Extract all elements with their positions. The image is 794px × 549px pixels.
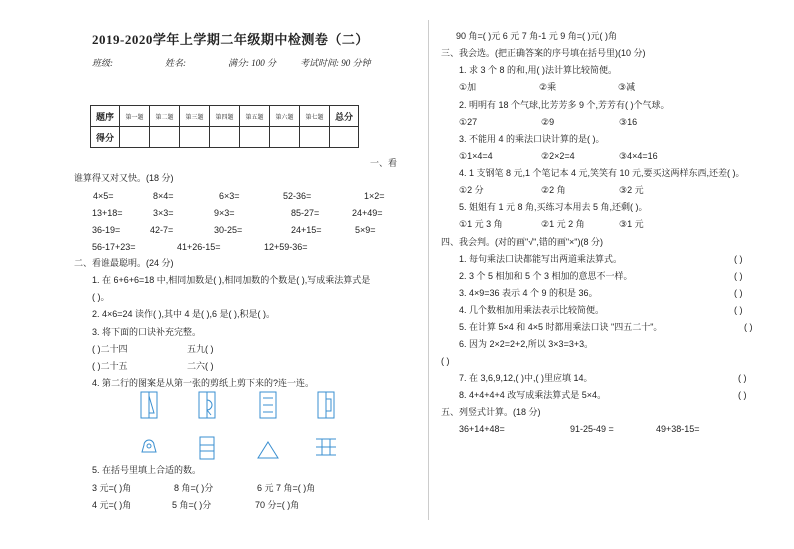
s2-q5-item: 70 分=( )角 [255,500,300,510]
papercut-piece-1-icon[interactable] [139,437,159,457]
class-label: 班级: [92,58,113,68]
s3-opt: ③减 [618,82,636,92]
score-table [90,105,359,148]
s4-item: 4. 几个数相加用乘法表示比较简便。 [459,305,605,315]
score-col-7: 第七题 [300,106,330,127]
s1-q: 24+15= [291,225,322,235]
s2-q5-item: 5 角=( )分 [172,500,212,510]
s2-q3: 3. 将下面的口诀补充完整。 [92,327,202,337]
s2-q5-item: 4 元=( )角 [92,500,132,510]
papercut-figure-2-icon[interactable] [198,391,216,419]
right-top-line: 90 角=( )元 6 元 7 角-1 元 9 角=( )元( )角 [456,31,618,41]
s1-q: 8×4= [153,191,174,201]
s2-q2: 2. 4×6=24 读作( ),其中 4 是( ),6 是( ),积是( )。 [92,309,276,319]
s1-q: 12+59-36= [264,242,308,252]
s1-q: 41+26-15= [177,242,221,252]
score-cell[interactable] [210,127,240,148]
s5-item: 36+14+48= [459,424,505,434]
papercut-figure-4-icon[interactable] [317,391,335,419]
s3-q4: 4. 1 支钢笔 8 元,1 个笔记本 4 元,笑笑有 10 元,要买这两样东西,还差( )。 [459,168,745,178]
s4-item: 2. 3 个 5 相加和 5 个 3 相加的意思不一样。 [459,271,633,281]
name-label: 姓名: [165,58,186,68]
s4-answer[interactable]: ( ) [734,271,743,281]
s3-q5: 5. 姐姐有 1 元 8 角,买练习本用去 5 角,还剩( )。 [459,202,648,212]
s4-item: 1. 每句乘法口诀都能写出两道乘法算式。 [459,254,623,264]
s1-q: 9×3= [214,208,235,218]
s3-q3: 3. 不能用 4 的乘法口诀计算的是( )。 [459,134,605,144]
s1-q: 4×5= [93,191,114,201]
section5-title: 五、列竖式计算。(18 分) [441,407,541,417]
page-title: 2019-2020学年上学期二年级期中检测卷（二） [92,32,369,47]
score-col-3: 第三题 [180,106,210,127]
score-cell[interactable] [240,127,270,148]
s4-item: 6. 因为 2×2=2+2,所以 3×3=3+3。 [459,339,594,349]
s3-opt: ①1×4=4 [459,151,493,161]
s4-answer[interactable]: ( ) [734,254,743,264]
papercut-piece-3-icon[interactable] [256,440,280,460]
s2-q5-item: 8 角=( )分 [174,483,214,493]
score-table-row1-head: 题序 [91,106,120,127]
score-col-6: 第六题 [270,106,300,127]
score-col-5: 第五题 [240,106,270,127]
s1-q: 13+18= [92,208,123,218]
papercut-figure-3-icon[interactable] [259,391,277,419]
s2-q1-line2: ( )。 [92,292,110,302]
s4-item: 3. 4×9=36 表示 4 个 9 的积是 36。 [459,288,598,298]
score-table-row2-head: 得分 [91,127,120,148]
s1-q: 6×3= [219,191,240,201]
s3-opt: ②9 [541,117,555,127]
papercut-figure-1-icon[interactable] [140,391,158,419]
s4-answer[interactable]: ( ) [738,390,747,400]
s3-opt: ②2×2=4 [541,151,575,161]
papercut-piece-2-icon[interactable] [199,436,215,460]
s5-item: 91-25-49 = [570,424,614,434]
score-col-4: 第四题 [210,106,240,127]
score-cell[interactable] [270,127,300,148]
s1-q: 1×2= [364,191,385,201]
s1-q: 24+49= [352,208,383,218]
s4-answer[interactable]: ( ) [734,288,743,298]
s3-opt: ③2 元 [619,185,644,195]
section3-title: 三、我会选。(把正确答案的序号填在括号里)(10 分) [441,48,646,58]
score-cell[interactable] [120,127,150,148]
s3-opt: ①2 分 [459,185,484,195]
s3-opt: ②乘 [539,82,557,92]
score-col-1: 第一题 [120,106,150,127]
s1-q: 42-7= [150,225,174,235]
score-col-2: 第二题 [150,106,180,127]
s1-q: 56-17+23= [92,242,136,252]
s4-answer[interactable]: ( ) [734,305,743,315]
score-table-header-row [91,106,359,127]
score-cell[interactable] [180,127,210,148]
score-cell[interactable] [330,127,359,148]
s1-q: 5×9= [355,225,376,235]
s1-q: 30-25= [214,225,243,235]
score-cell[interactable] [300,127,330,148]
s4-item: 7. 在 3,6,9,12,( )中,( )里应填 14。 [459,373,593,383]
s2-q4: 4. 第二行的图案是从第一张的剪纸上剪下来的?连一连。 [92,378,315,388]
s3-opt: ②2 角 [541,185,566,195]
s2-q1-line1: 1. 在 6+6+6=18 中,相同加数是( ),相同加数的个数是( ),写成乘法算式是 [92,275,371,285]
s3-q1: 1. 求 3 个 8 的和,用( )法计算比较简便。 [459,65,618,75]
score-table-score-row [91,127,359,148]
section4-title: 四、我会判。(对的画"√",错的画"×")(8 分) [441,237,603,247]
s4-item: 8. 4+4+4+4 改写成乘法算式是 5×4。 [459,390,607,400]
s5-item: 49+38-15= [656,424,700,434]
s3-opt: ①加 [459,82,477,92]
s2-q5-item: 3 元=( )角 [92,483,132,493]
s3-opt: ③16 [619,117,638,127]
s4-item: 5. 在计算 5×4 和 4×5 时都用乘法口诀 "四五二十"。 [459,322,663,332]
s4-answer[interactable]: ( ) [441,356,450,366]
section2-title: 二、看谁最聪明。(24 分) [74,258,174,268]
s2-q5-item: 6 元 7 角=( )角 [257,483,316,493]
s1-q: 52-36= [283,191,312,201]
s2-q3-item: 二六( ) [187,361,214,371]
s2-q3-item: ( )二十五 [92,361,128,371]
s4-answer[interactable]: ( ) [738,373,747,383]
s3-opt: ①27 [459,117,478,127]
s3-opt: ②1 元 2 角 [541,219,585,229]
section1-title-part1: 一、看 [370,158,398,168]
s3-opt: ①1 元 3 角 [459,219,503,229]
s1-q: 3×3= [153,208,174,218]
s4-answer[interactable]: ( ) [744,322,753,332]
s3-q2: 2. 明明有 18 个气球,比芳芳多 9 个,芳芳有( )个气球。 [459,100,670,110]
s2-q3-item: 五九( ) [187,344,214,354]
full-score-label: 满分: 100 分 [228,58,276,68]
s2-q5: 5. 在括号里填上合适的数。 [92,465,202,475]
section1-title-part2: 谁算得又对又快。(18 分) [74,173,174,183]
score-cell[interactable] [150,127,180,148]
s1-q: 36-19= [92,225,121,235]
s3-opt: ③1 元 [619,219,644,229]
score-col-total: 总分 [330,106,359,127]
s3-opt: ③4×4=16 [619,151,658,161]
page-divider [428,20,429,520]
s2-q3-item: ( )二十四 [92,344,128,354]
s1-q: 85-27= [291,208,320,218]
papercut-piece-4-icon[interactable] [314,437,338,457]
exam-time-label: 考试时间: 90 分钟 [300,58,371,68]
